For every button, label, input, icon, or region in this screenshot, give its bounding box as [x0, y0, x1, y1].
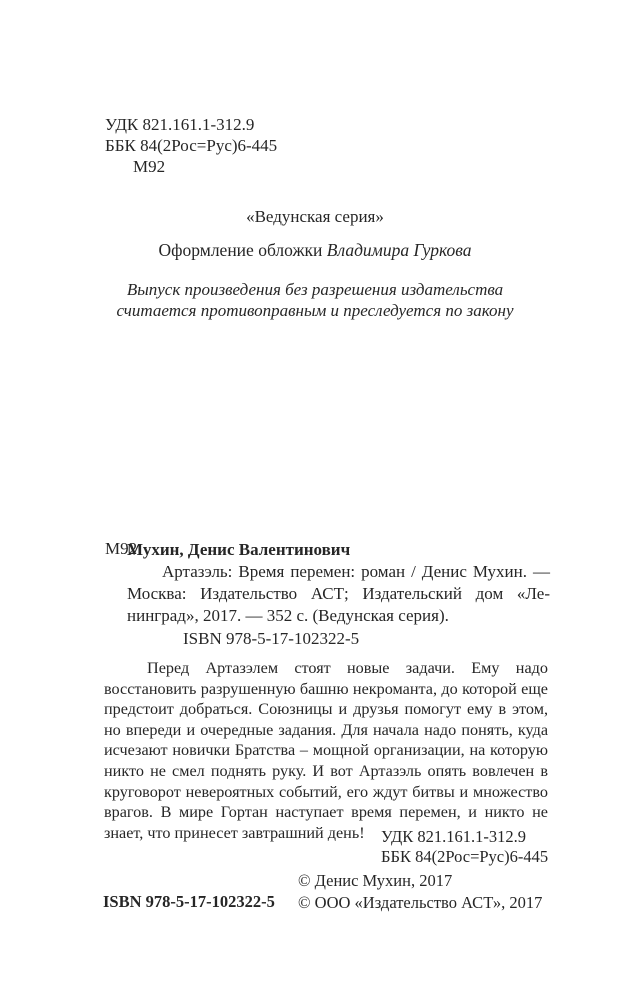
- top-classification-block: [105, 114, 277, 177]
- bbk-code: ББК 84(2Рос=Рус)6-445: [381, 847, 549, 866]
- copyright-warning-line1: Выпуск произведения без разрешения издательства: [126, 280, 504, 299]
- copyright-warning-line2: считается противоправным и преследуется по закону: [116, 301, 514, 320]
- annotation-paragraph: Перед Артазэлем стоят новые задачи. Ему надо восстановить разрушенную башню некроманта, до которой еще предстоит добраться. Союзницы и друзья помогут ему в этом, но впереди и очередные задания. Для начала надо понять, куда исчезают новички Братства – мощной организации, на которую никто не смел поднять руку. И вот Артазэль опять вовлечен в круговорот невероятных событий, его ждут битвы и множество врагов. В мире Гортан наступает время перемен, и никто не знает, что принесет завтрашний день!: [104, 659, 548, 842]
- card-description-line: Артазэль: Время перемен: роман / Денис Мухин. —: [162, 562, 550, 581]
- series-title: «Ведунская серия»: [246, 207, 384, 226]
- cover-credit-label: Оформление обложки: [158, 240, 327, 260]
- bottom-classification-block: [381, 827, 548, 867]
- bbk-code: ББК 84(2Рос=Рус)6-445: [105, 136, 278, 155]
- cover-design-credit: [85, 240, 545, 261]
- udk-code: УДК 821.161.1-312.9: [381, 827, 527, 846]
- author-copyright: © Денис Мухин, 2017: [298, 871, 453, 890]
- card-author-name: Мухин, Денис Валентинович: [127, 540, 351, 559]
- bottom-isbn: ISBN 978-5-17-102322-5: [103, 892, 275, 911]
- author-sign-code: М92: [133, 157, 166, 176]
- card-author-sign: М92: [105, 539, 138, 558]
- card-description-line: нинград», 2017. — 352 с. (Ведунская серия).: [127, 606, 449, 625]
- card-description-line: Москва: Издательство АСТ; Издательский дом «Ле-: [127, 584, 550, 603]
- copyright-warning: [85, 279, 545, 321]
- card-isbn: ISBN 978-5-17-102322-5: [183, 629, 360, 648]
- udk-code: УДК 821.161.1-312.9: [105, 115, 255, 134]
- cover-credit-name: Владимира Гуркова: [326, 240, 472, 260]
- publisher-copyright: © ООО «Издательство АСТ», 2017: [298, 893, 543, 912]
- catalog-card: [127, 539, 550, 627]
- copyright-block: [298, 870, 542, 914]
